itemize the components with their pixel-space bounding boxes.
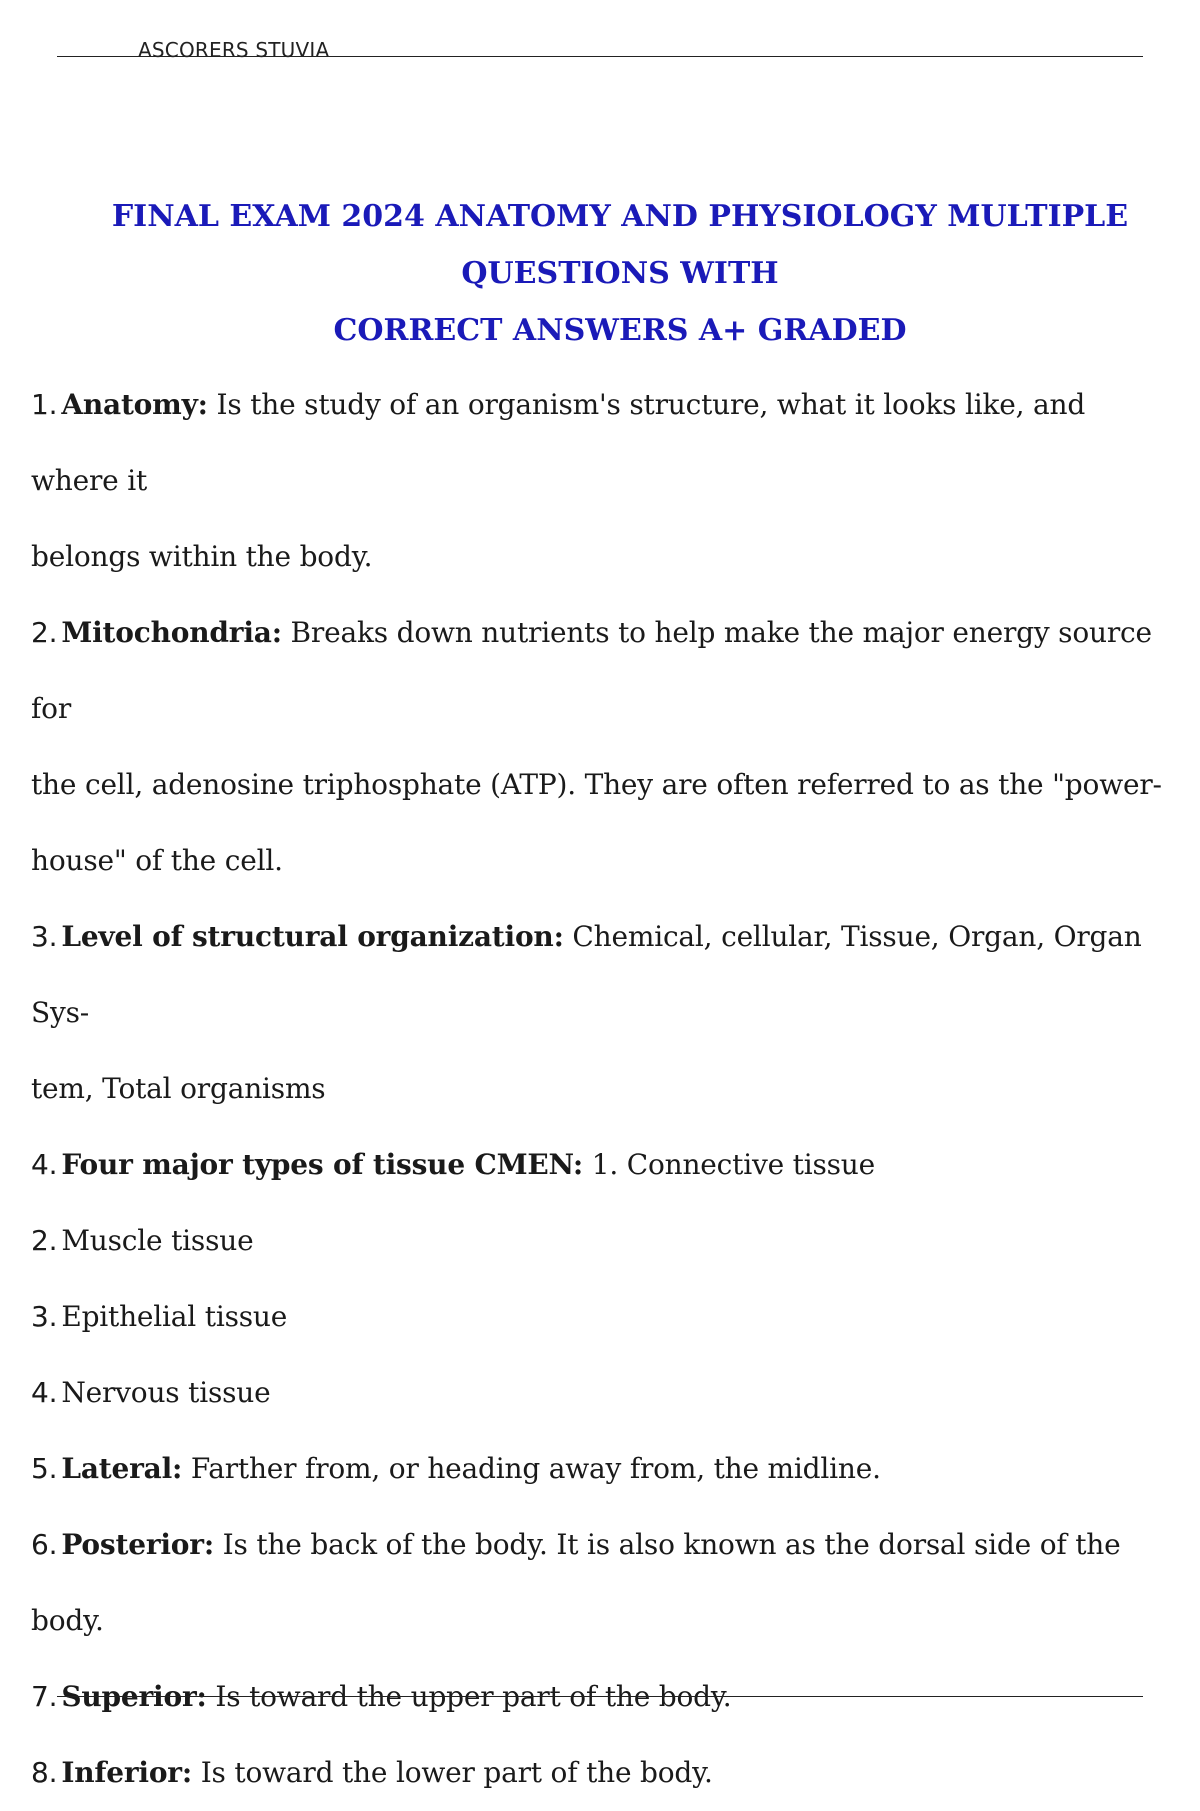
header-text: ASCORERS STUVIA: [138, 38, 330, 62]
question-list: [31, 367, 1181, 1811]
list-item: [31, 1659, 1181, 1735]
sublist-text: Epithelial tissue: [61, 1300, 288, 1333]
item-number: 7.: [31, 1680, 58, 1713]
sublist-text: Nervous tissue: [61, 1376, 271, 1409]
item-definition-cont: tem, Total organisms: [31, 1072, 326, 1105]
list-item: [31, 1507, 1181, 1659]
list-item: [31, 1431, 1181, 1507]
list-item: [31, 1127, 1181, 1203]
list-item: [31, 899, 1181, 1127]
item-definition-cont: belongs within the body.: [31, 540, 373, 573]
title-line-2: CORRECT ANSWERS A+ GRADED: [333, 313, 907, 348]
sublist-number: 4.: [31, 1376, 58, 1409]
item-term: Posterior:: [61, 1528, 214, 1561]
sublist-item: [31, 1203, 1181, 1279]
item-number: 1.: [31, 388, 58, 421]
list-item: [31, 595, 1181, 899]
item-term: Four major types of tissue CMEN:: [61, 1148, 584, 1181]
item-definition: Is the back of the body. It is also known as the dorsal side of the body.: [31, 1528, 1121, 1637]
item-term: Lateral:: [61, 1452, 183, 1485]
sublist-number: 3.: [31, 1300, 58, 1333]
item-definition: Is toward the lower part of the body.: [192, 1756, 713, 1789]
sublist-number: 2.: [31, 1224, 58, 1257]
list-item: [31, 1735, 1181, 1811]
item-number: 4.: [31, 1148, 58, 1181]
item-definition: Is toward the upper part of the body.: [206, 1680, 732, 1713]
item-definition: Farther from, or heading away from, the midline.: [182, 1452, 881, 1485]
item-term: Mitochondria:: [61, 616, 282, 649]
item-definition-cont: house" of the cell.: [31, 844, 283, 877]
item-term: Superior:: [61, 1680, 207, 1713]
item-definition: 1. Connective tissue: [583, 1148, 876, 1181]
list-item: [31, 367, 1181, 595]
item-definition: Is the study of an organism's structure, what it looks like, and where it: [31, 388, 1086, 497]
item-definition-cont: the cell, adenosine triphosphate (ATP). They are often referred to as the "power-: [31, 768, 1162, 801]
item-term: Anatomy:: [61, 388, 208, 421]
footer-rule: [57, 1696, 1143, 1697]
item-definition: Chemical, cellular, Tissue, Organ, Organ Sys-: [31, 920, 1142, 1029]
sublist-item: [31, 1279, 1181, 1355]
item-number: 3.: [31, 920, 58, 953]
item-number: 2.: [31, 616, 58, 649]
item-number: 6.: [31, 1528, 58, 1561]
page-title: [40, 188, 1200, 359]
item-number: 5.: [31, 1452, 58, 1485]
item-number: 8.: [31, 1756, 58, 1789]
sublist-item: [31, 1355, 1181, 1431]
item-term: Level of structural organization:: [61, 920, 564, 953]
item-definition: Breaks down nutrients to help make the major energy source for: [31, 616, 1152, 725]
sublist-text: Muscle tissue: [61, 1224, 254, 1257]
item-term: Inferior:: [61, 1756, 192, 1789]
title-line-1: FINAL EXAM 2024 ANATOMY AND PHYSIOLOGY MULTIPLE QUESTIONS WITH: [111, 199, 1129, 291]
